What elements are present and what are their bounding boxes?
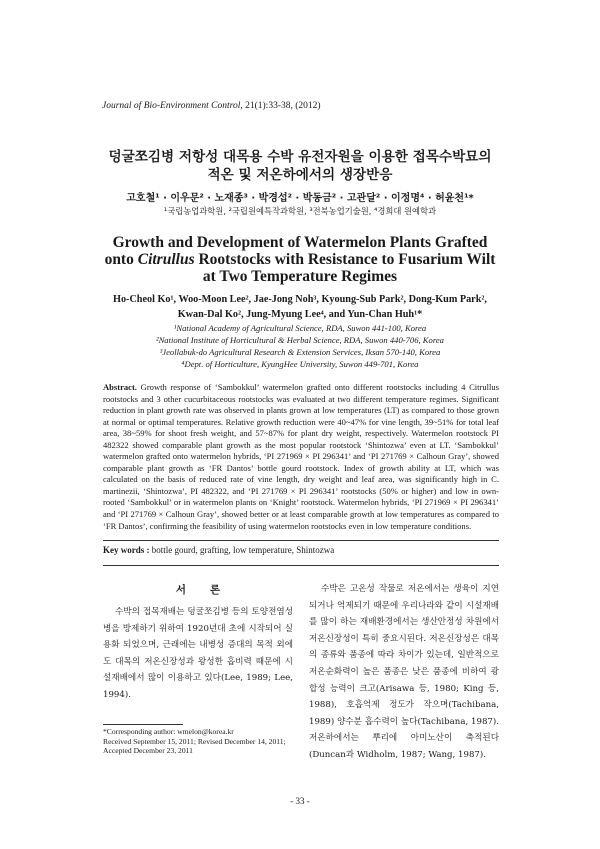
korean-title-line2: 적온 및 저온하에서의 생장반응 — [207, 167, 393, 183]
korean-title-line1: 덩굴쪼김병 저항성 대목용 수박 유전자원을 이용한 접목수박묘의 — [108, 149, 492, 165]
page-number: - 33 - — [290, 796, 310, 806]
english-authors-line1: Ho-Cheol Ko¹, Woo-Moon Lee², Jae-Jong Noh³, Kyoung-Sub Park², Dong-Kum Park², — [113, 294, 487, 305]
abstract — [103, 382, 499, 532]
body-paragraph: 수박의 접목재배는 덩굴쪼김병 등의 토양전염성 병을 방제하기 위하여 1920년대 초에 시작되어 실용화 되었으며, 근래에는 내병성 증대의 목적 외에도 대목의 저온신장성과 왕성한 흡비력 때문에 시설재배에서 많이 이용하고 있다(Lee, 1989; Lee, 1994). — [103, 607, 293, 700]
keywords-bottom-rule — [103, 565, 499, 566]
section-heading-introduction: 서론 — [175, 584, 245, 596]
english-authors-line2: Kwan-Dal Ko², Jung-Myung Lee⁴, and Yun-Chan Huh¹* — [177, 309, 423, 320]
keywords-label: Key words : — [103, 545, 150, 555]
journal-citation — [102, 101, 321, 111]
keywords — [103, 545, 334, 555]
body-paragraph: 수박은 고온성 작물로 저온에서는 생육이 지연되거나 억제되기 때문에 우리나라와 같이 시설재배를 많이 하는 재배환경에서는 생산안정성 차원에서 저온신장성이 특히 중요시된다. 저온신장성은 대목의 종류와 품종에 따라 차이가 있는데, 일반적으로 저온순화력이 높은 품종은 낮은 품종에 비하여 광합성 능력이 크고(Arisawa 등, 1980; King 등, 1988), 호흡억제 정도가 작으며(Tachibana, 1989) 양수분 흡수력이 높다(Tachibana, 1987). 저온하에서는 뿌리에 아미노산이 축적된다(Duncan과 Widholm, 1987; Wang, 1987). — [309, 584, 499, 760]
affiliation-4: ⁴Dept. of Horticulture, KyungHee University, Suwon 449-701, Korea — [181, 359, 419, 369]
affiliation-2: ²National Institute of Horticultural & Herbal Science, RDA, Suwon 440-706, Korea — [156, 335, 444, 345]
keywords-top-rule — [103, 540, 499, 541]
footnote-rule — [103, 724, 183, 725]
accepted-date: Accepted December 23, 2011 — [103, 746, 193, 756]
korean-authors: 고호철¹ · 이우문² · 노재종³ · 박경섭² · 박동금² · 고관달² · 이정명⁴ · 허윤천¹* — [126, 193, 474, 204]
english-title-line3: at Two Temperature Regimes — [202, 268, 398, 285]
keywords-text: bottle gourd, grafting, low temperature, Shintozwa — [151, 545, 335, 555]
affiliation-1: ¹National Academy of Agricultural Science, RDA, Suwon 441-100, Korea — [173, 323, 427, 333]
english-title-line2 — [70, 251, 530, 268]
journal-name: Journal of Bio-Environment Control, — [102, 101, 243, 111]
body-column-left — [103, 604, 293, 704]
title-genus: Citrullus — [137, 251, 195, 268]
affiliation-3: ³Jeollabuk-do Agricultural Research & Extension Services, Iksan 570-140, Korea — [159, 347, 441, 357]
corresponding-author: *Corresponding author: wmelon@korea.kr — [103, 727, 234, 736]
english-title-line1: Growth and Development of Watermelon Plants Grafted — [112, 234, 488, 251]
title-pre: onto — [104, 251, 138, 268]
body-column-right — [309, 581, 499, 764]
received-dates: Received September 15, 2011; Revised December 14, 2011; — [103, 736, 286, 746]
title-post: Rootstocks with Resistance to Fusarium Wilt — [194, 251, 496, 268]
journal-issue: 21(1):33-38, (2012) — [245, 101, 321, 111]
korean-affiliations: ¹국립농업과학원, ²국립원예특작과학원, ³전북농업기술원, ⁴경희대 원예학과 — [163, 206, 437, 216]
abstract-label: Abstract. — [103, 382, 137, 392]
abstract-text: Growth response of ‘Sambokkul’ watermelon grafted onto different rootstocks including 4 Citrullus rootstocks and 3 other cucurbitaceous rootstocks was evaluated at two different temperature regimes. Significant reduction in plant growth rate was observed in plants grown at low temperatures (LT) as compared to those grown at normal or optimal temperatures. Relative growth reduction were 40~47% for vine length, 39~51% for total leaf area, 38~59% for shoot fresh weight, and 57~87% for plant dry weight, respectively. Watermelon rootstock PI 482322 showed comparable plant growth as the most popular rootstock ‘Shintozwa’ even at LT. ‘Sambokkul’ watermelon grafted onto watermelon hybrids, ‘PI 271969 × PI 296341’ and ‘PI 271769 × Calhoun Gray’, showed comparable plant growth as ‘FR Dantos’ bottle gourd rootstock. Index of growth ability at LT, which was calculated on the basis of reduced rate of vine length, dry weight and leaf area, was significantly high in C. martinezii, ‘Shintozwa’, PI 482322, and ‘PI 271769 × PI 296341’ rootstocks (50% or higher) and low in own-rooted ‘Sambokkul’ or in watermelon plants on ‘Knight’ rootstock. Watermelon hybrids, ‘PI 271969 × PI 296341’ and ‘PI 271769 × Calhoun Gray’, showed better or at least comparable growth at low temperatures as compared to ‘FR Dantos’, confirming the feasibility of using watermelon rootstocks even in low temperature conditions. — [103, 382, 499, 531]
footnote — [103, 727, 303, 756]
